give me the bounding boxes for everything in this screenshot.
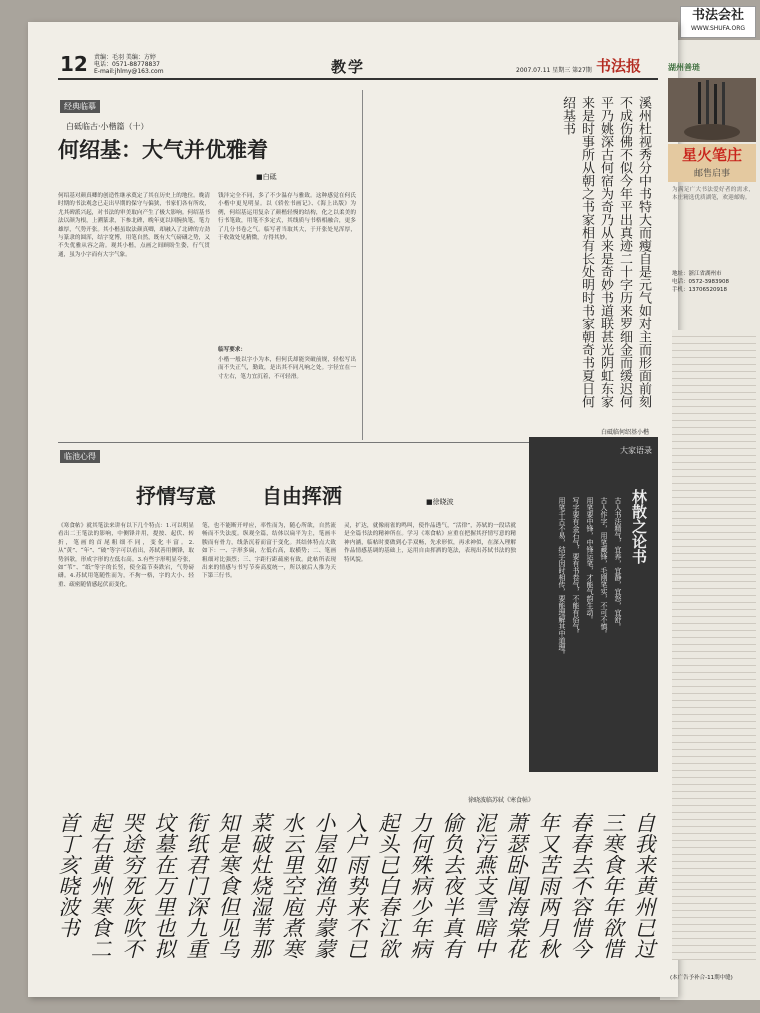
article1-body-col2: 钱沣完全不同，多了不少温存与雅致。这种感觉在何氏小楷中更见明显。以《轿佐书画记》、《海上出版》为例，何绍基运用复杂了颜楷轻慢的结构，化之以柔美的行书笔致，用笔不多定式，其线质与书格相融合，更多了几分书卷之气。临写者当取其大，于开张处见浑厚，于收敛处见精微，方得其妙。 <box>218 193 356 242</box>
contact-info: 责编：毛羽 美编：方婷 电话：0571-88778837 E-mail:jhlmy@163.com <box>94 54 164 75</box>
article2-headline-part2: 自由挥洒 <box>261 484 342 508</box>
article1-subtitle: 白砥临古·小楷篇（十） <box>66 122 149 131</box>
ad-banner <box>668 144 756 182</box>
quote-item: 古人书法精气，宜养，宜静，宜怒，宜舒。 <box>614 497 622 630</box>
ad-brush-photo <box>668 78 756 142</box>
ad-footer: (本广告予补合-11期中缝) <box>670 975 733 981</box>
ad-subtitle: 邮售启事 <box>693 169 730 179</box>
article1-author: ■白砥 <box>256 173 277 181</box>
article2-headline-part1: 抒情写意 <box>136 484 216 508</box>
practice-note-title: 临写要求： <box>218 347 246 353</box>
brush-icon <box>668 78 756 142</box>
quote-item: 古人作字，用笔藏锋，毛刚笔实，不可不慎。 <box>600 497 608 637</box>
calligraphy-hanshitie: 自我来黄州已过三寒食年年欲惜春春去不容惜今年又苦雨两月秋萧瑟卧闻海棠花泥污燕支雪暗中偷负去夜半真有力何殊病少年病起头已白春江欲入户雨势来不已小屋如渔舟蒙蒙水云里空庖煮寒菜破灶烧湿苇那知是寒食但见乌衔纸君门深九重坟墓在万里也拟哭途穷死灰吹不起右黄州寒食二首丁亥晓波书 <box>56 812 656 959</box>
article2-author: ■徐晓波 <box>426 498 454 506</box>
sidebar-label: 大家语录 <box>620 446 652 455</box>
practice-note-text: 小楷一般以字小为本，但何氏却能突破前规，轻松写出而不失正气，勤致，是出其不同凡响之处。字径宜在一寸左右，笔力宜沉着，不可轻滑。 <box>218 357 356 380</box>
calligraphy-caption-1: 白砥临何绍基小楷 <box>601 429 650 436</box>
ad-top-label: 湖州善琏 <box>668 63 700 72</box>
quotes-sidebar <box>529 437 658 772</box>
ad-title: 星火笔庄 <box>681 146 742 164</box>
article2-body-col3: 灵，扩达，就像雨雀的鸣叫，使作品透气，“活律”，苏轼的一段话就是全篇书法的精神所在。学习《寒食帖》应重在把握其抒情写意的精神内涵，临帖时要做到心手双畅，先求形似，再求神似，在深入理解作品情感基调的基础上，运用自由挥洒的笔法，表现出苏轼书法的独特风貌。 <box>344 523 516 563</box>
section-title: 教学 <box>331 58 366 76</box>
article2-headline <box>136 480 342 509</box>
article1-body-col1: 何绍基对颜真卿的创造性继承奠定了其在历史上的地位。晚清时期的书法观念已走出早期的保守与偏狭，书家们各有所攻，尤其碑派兴起，对书法的审美取向产生了极大影响。何绍基书法以颜为根，上溯篆隶，下参北碑，晚年更以回腕执笔，笔力雄厚，气势开张。其小楷虽取法颜真卿，却融入了北碑的方劲与篆隶的圆浑，结字宽博，用笔自然，既有大气磅礴之势，又不失优雅从容之韵。观其小楷，点画之间顾盼生姿，行气贯通，虽为小字而有大字气象。 <box>58 193 210 258</box>
header-rule <box>58 78 658 80</box>
column-tag-classic: 经典临摹 <box>60 100 100 113</box>
article2-body-col1: 《寒食帖》就其笔法来讲有以下几个特点：1.可以明显看出二王笔法的影响，中侧锋并用，提按、起伏、转折，笔画的首尾粗细不同，变化丰富。2.从“黄”、“年”、“破”等字可以看出，苏轼善用侧锋，取势斜欹，形成字形的左低右高。3.有些字形明显夸张，如“苇”、“纸”等字的长竖，使全篇节奏跌宕，气势磅礴。4.苏轼用笔随性而为，不拘一格，字的大小、轻重、疏密随情感起伏而变化。 <box>58 523 194 588</box>
article1-headline: 何绍基：大气并优雅着 <box>58 137 268 162</box>
quote-item: 写字要有金石气，要有书卷气，不能有俗气。 <box>572 497 580 637</box>
calligraphy-caption-2: 徐晓波临苏轼《寒食帖》 <box>468 797 535 804</box>
sidebar-quotes <box>554 497 624 765</box>
column-tag-practice: 临池心得 <box>60 450 100 463</box>
ad-contact: 地址：浙江省湖州市 电话：0572-3983908 手机：13706520918 <box>672 271 729 293</box>
sidebar-title: 林散之论书 <box>630 489 648 564</box>
article2-body-col2: 笔，也不能断开呼应，率性而为，随心所欲，自然流畅而不失法度。纵观全篇，结体以扁平为主，笔画丰腴而有骨力，线条沉着而富于变化。其结体特点大致如下：一、字形多扁，左低右高，取横势；二、笔画粗细对比强烈；三、字距行距疏密有致。此帖所表现出来的情感与书写节奏高度统一，所以被后人推为天下第三行书。 <box>202 523 336 580</box>
calligraphy-xiaokai: 溪州杜视秀分中书特大而瘦自是元气如对主而形面前刻不成伤佛不似今年平出真迹二十字历来罗细金而缓迟何平乃姚深古何宿为奇乃从来是奇妙书道联甚光阴虹东家来是时事所从朝之书家相有长处明时书家朝奇书夏日何绍基书 <box>560 96 651 408</box>
quote-item: 用笔要中锋，中锋运笔，才能气韵生动。 <box>586 497 594 623</box>
ad-body: 为满足广大书法爱好者的需求，本庄精选优质湖笔，欢迎邮购。 <box>672 187 754 202</box>
issue-date: 2007.07.11 星期三 第27期 <box>516 67 592 74</box>
masthead-logo: 书法报 <box>596 57 642 75</box>
article1-divider <box>362 90 363 440</box>
newspaper-page <box>28 22 678 997</box>
ad-product-list <box>672 330 756 960</box>
quote-item: 用笔千古不易，结字因时相传，要能理解其中道理。 <box>558 497 566 658</box>
site-watermark: 书法会社 WWW.SHUFA.ORG <box>680 6 756 38</box>
page-number: 12 <box>60 52 88 76</box>
